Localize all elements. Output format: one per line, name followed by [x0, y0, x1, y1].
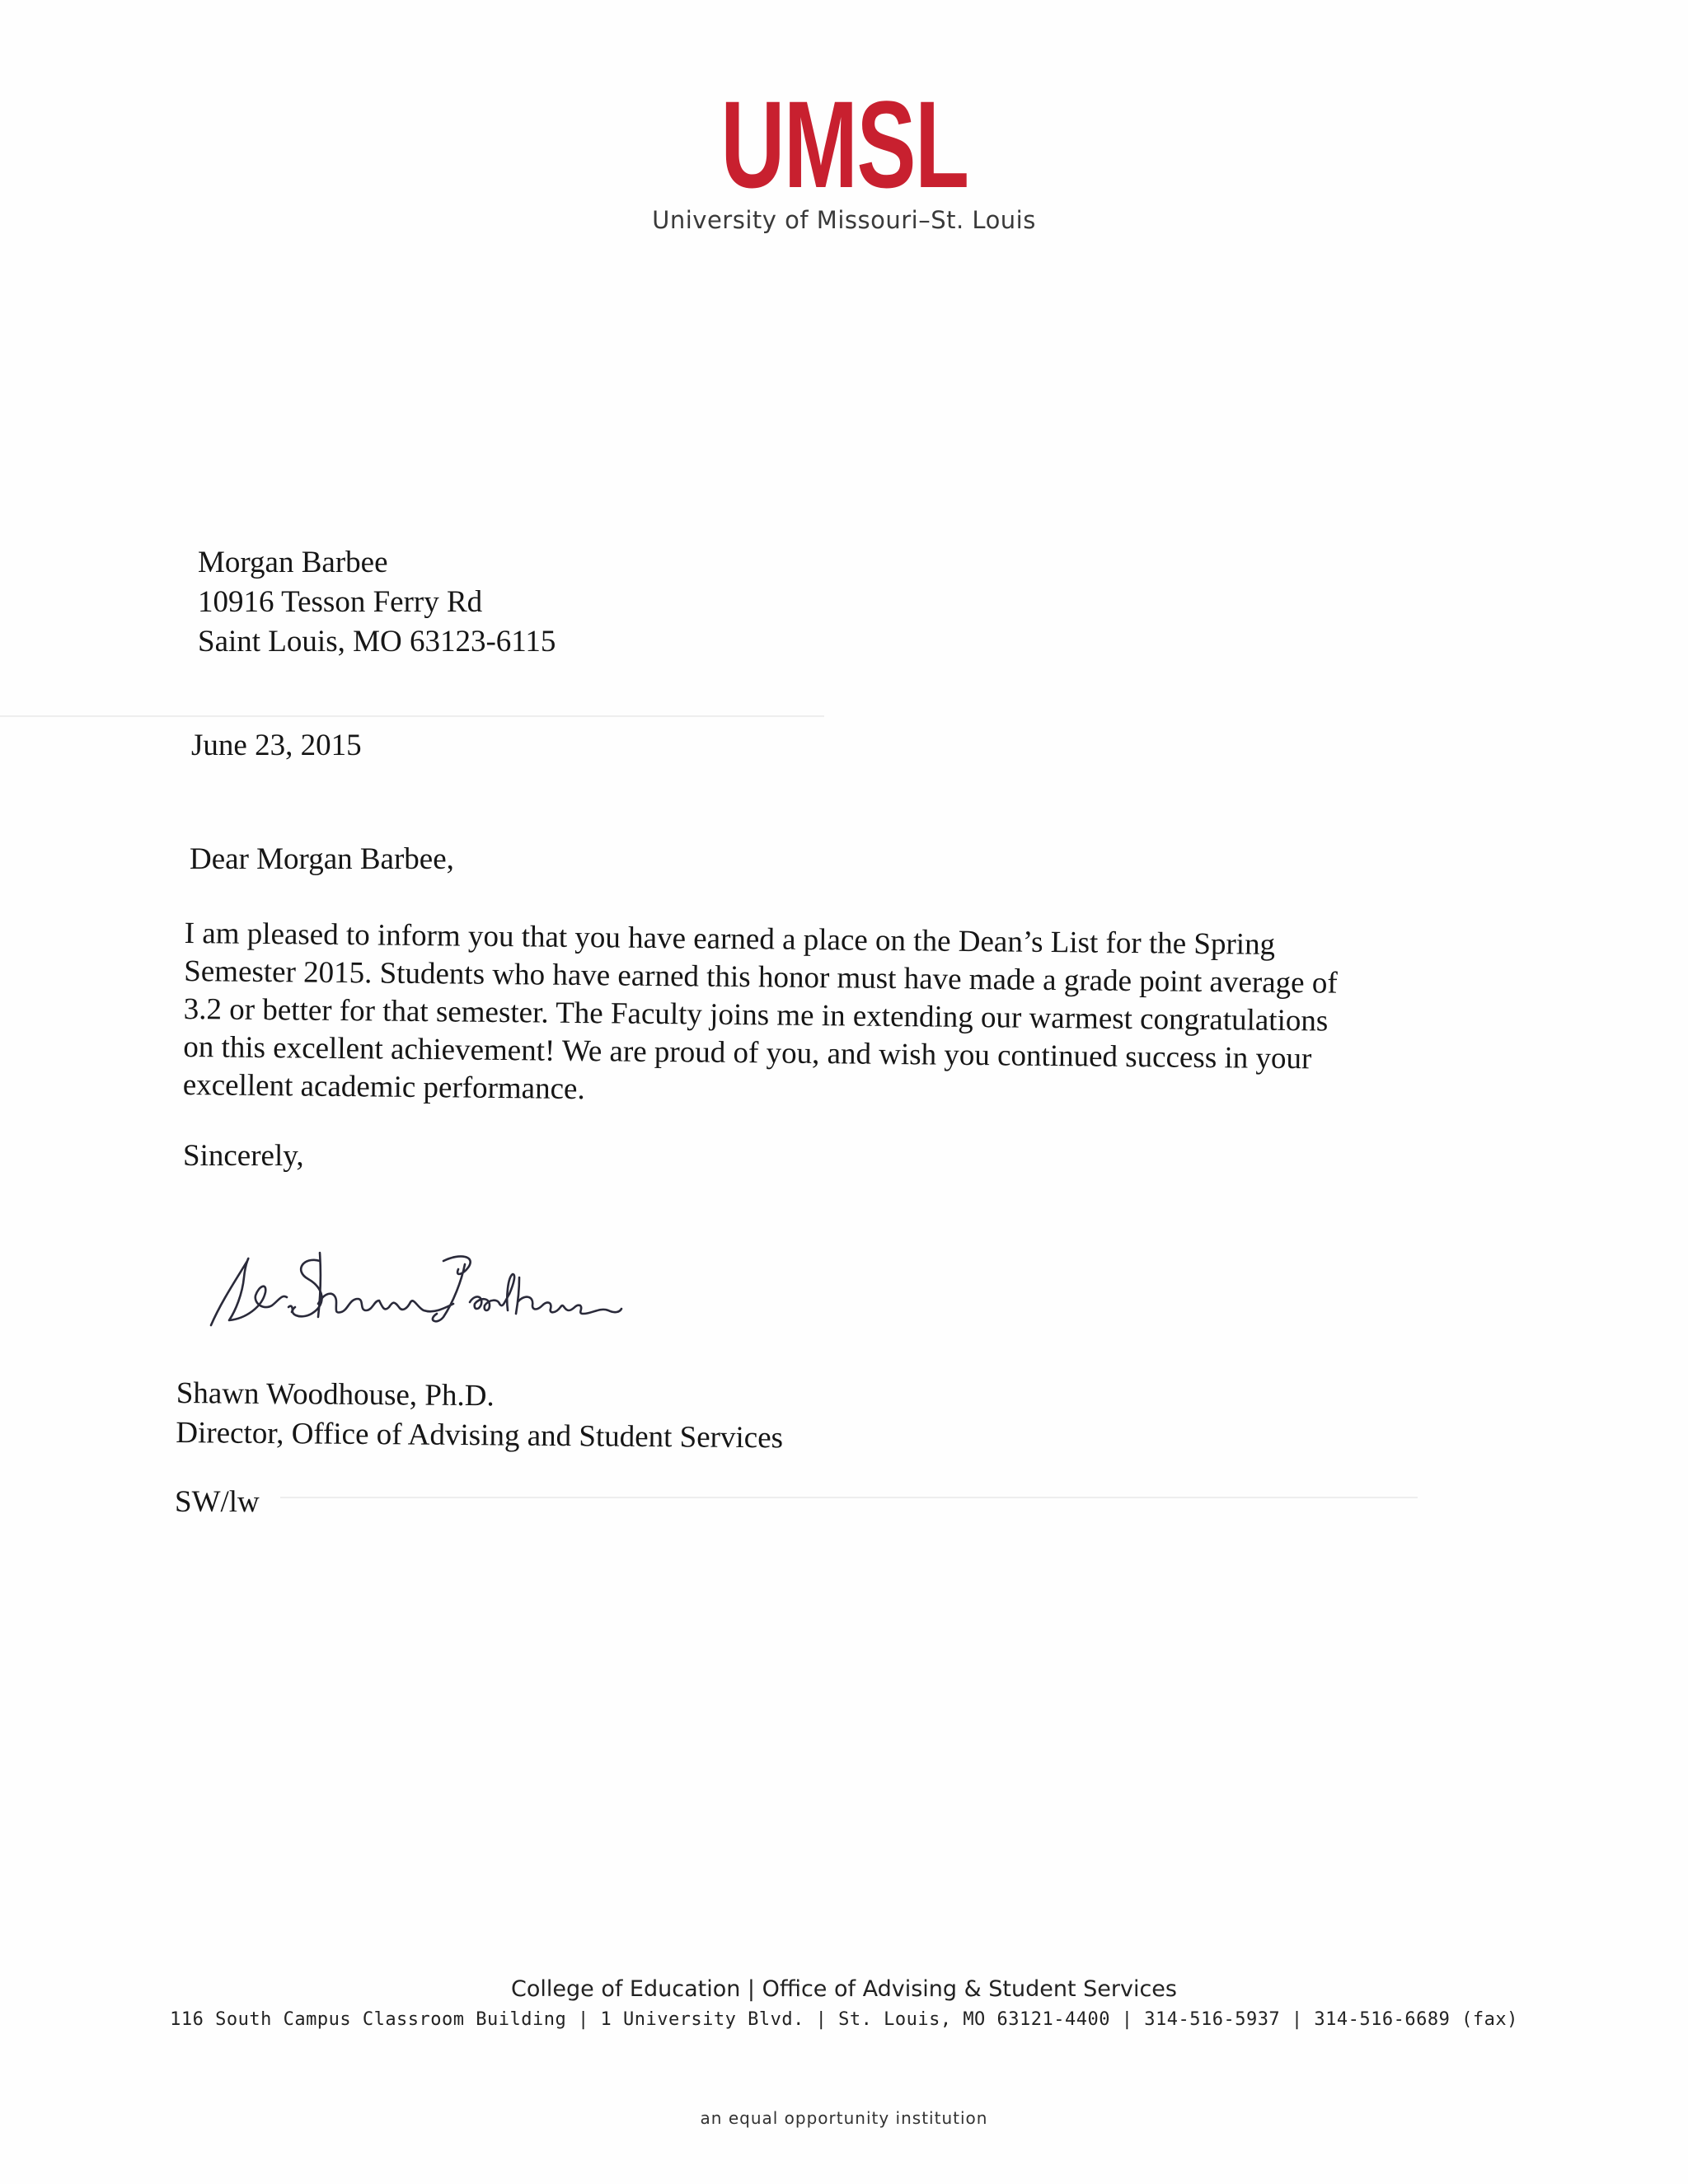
- body-line: on this excellent achievement! We are proud of you, and wish you continued success in your: [183, 1029, 1312, 1076]
- footer-tagline: an equal opportunity institution: [700, 2108, 988, 2128]
- scan-artifact-line: [280, 1497, 1418, 1498]
- letter-body-paragraph: [183, 915, 1446, 1118]
- recipient-name: Morgan Barbee: [198, 546, 388, 579]
- footer-department: College of Education | Office of Advising & Student Services: [511, 1976, 1177, 2002]
- body-line: I am pleased to inform you that you have earned a place on the Dean’s List for the Spring: [184, 916, 1276, 962]
- signer-name: Shawn Woodhouse, Ph.D.: [176, 1376, 495, 1413]
- body-line: Semester 2015. Students who have earned this honor must have made a grade point average of: [184, 954, 1338, 1001]
- recipient-city-state-zip: Saint Louis, MO 63123-6115: [198, 625, 556, 658]
- umsl-logo: [0, 75, 1688, 213]
- recipient-street: 10916 Tesson Ferry Rd: [198, 585, 483, 619]
- recipient-address-block: [198, 544, 556, 663]
- closing: Sincerely,: [183, 1139, 304, 1173]
- footer-address: 116 South Campus Classroom Building | 1 University Blvd. | St. Louis, MO 63121-4400 | 314-516-5937 | 314-516-6689 (fax): [170, 2009, 1518, 2030]
- institution-name: University of Missouri–St. Louis: [652, 206, 1036, 234]
- body-line: excellent academic performance.: [182, 1067, 585, 1107]
- handwritten-signature: [196, 1228, 625, 1343]
- letter-date: June 23, 2015: [191, 729, 362, 762]
- logo-wordmark: UMSL: [720, 75, 968, 213]
- signer-title: Director, Office of Advising and Student Services: [176, 1415, 784, 1455]
- scan-artifact-line: [0, 715, 824, 717]
- salutation: Dear Morgan Barbee,: [190, 842, 454, 876]
- reference-initials: SW/lw: [175, 1485, 260, 1519]
- signer-block: [176, 1375, 783, 1459]
- body-line: 3.2 or better for that semester. The Faculty joins me in extending our warmest congratulations: [183, 991, 1329, 1038]
